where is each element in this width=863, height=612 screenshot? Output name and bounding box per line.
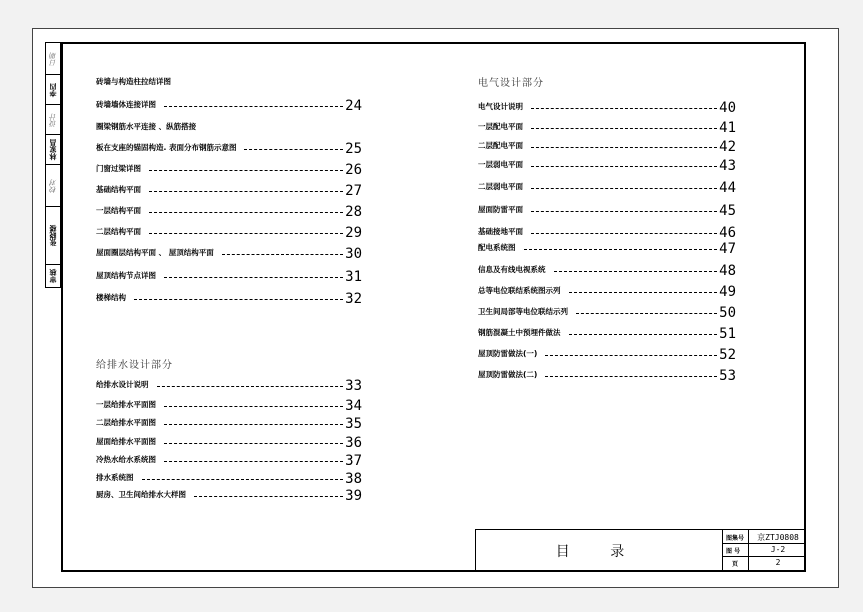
dot-leader [531,128,717,129]
index-entry [96,73,362,89]
entry-page-number: 39 [345,488,362,504]
entry-page-number: 42 [719,139,736,155]
entry-title: 砖墙墙体连接详图 [96,100,156,109]
atlas-number: 京ZTJ0808 [757,533,799,542]
dot-leader [531,166,717,167]
dot-leader [545,376,717,377]
entry-page-number: 31 [345,269,362,285]
index-entry [96,267,362,283]
entry-page-number: 40 [719,100,736,116]
entry-title: 排水系统图 [96,473,134,482]
sign-cell [46,135,60,165]
entry-page-number: 25 [345,141,362,157]
index-entry [478,137,736,153]
dot-leader [134,299,343,300]
index-title: 目 录 [555,543,643,560]
index-entry [96,244,362,260]
sign-text: 林家昌 [48,139,57,160]
title-block-divider [722,556,806,557]
index-entry [478,201,736,217]
dot-leader [531,108,717,109]
entry-page-number: 50 [719,305,736,321]
index-entry [96,139,362,155]
page-label: 页 [732,561,739,568]
entry-page-number: 29 [345,225,362,241]
index-entry [478,345,736,361]
index-entry [96,223,362,239]
section-title: 电气设计部分 [478,78,544,89]
sign-text: 校对 [48,178,57,193]
dot-leader [164,277,343,278]
dot-leader [157,386,343,387]
entry-title: 屋面给排水平面图 [96,437,156,446]
dot-leader [149,233,343,234]
entry-page-number: 48 [719,263,736,279]
index-entry [96,202,362,218]
sign-cell [46,43,60,75]
entry-title: 冷热水给水系统图 [96,455,156,464]
entry-title: 楼梯结构 [96,293,126,302]
index-entry [478,178,736,194]
dot-leader [531,233,717,234]
entry-page-number: 32 [345,291,362,307]
index-entry [478,98,736,114]
dot-leader [194,496,343,497]
entry-page-number: 30 [345,246,362,262]
entry-title: 基础结构平面 [96,185,141,194]
dot-leader [149,170,343,171]
title-block-divider [722,530,723,571]
sign-cell [46,105,60,135]
section-title: 给排水设计部分 [96,360,173,371]
sign-text: 日期 [48,51,57,66]
index-entry [478,303,736,319]
entry-title: 厨房、卫生间给排水大样图 [96,490,186,499]
dot-leader [524,249,717,250]
entry-title: 一层结构平面 [96,206,141,215]
entry-title: 一层弱电平面 [478,160,523,169]
index-entry [96,96,362,112]
dot-leader [531,211,717,212]
entry-title: 二层弱电平面 [478,182,523,191]
entry-page-number: 27 [345,183,362,199]
entry-title: 配电系统图 [478,243,516,252]
entry-page-number: 34 [345,398,362,414]
index-entry [478,366,736,382]
index-entry [478,223,736,239]
dot-leader [244,149,343,150]
title-block-divider [722,543,806,544]
page-number: 2 [775,558,781,567]
index-entry [96,118,362,134]
entry-page-number: 43 [719,158,736,174]
sign-cell [46,265,60,287]
entry-title: 屋顶结构节点详图 [96,271,156,280]
dot-leader [164,461,343,462]
dot-leader [222,254,343,255]
entry-page-number: 52 [719,347,736,363]
entry-title: 二层结构平面 [96,227,141,236]
entry-title: 基础接地平面 [478,227,523,236]
dot-leader [164,406,343,407]
dot-leader [545,355,717,356]
index-entry [96,396,362,412]
index-entry [478,324,736,340]
drawing-number: J-2 [770,545,786,554]
index-entry [96,289,362,305]
entry-page-number: 51 [719,326,736,342]
dot-leader [164,106,343,107]
entry-title: 圈梁钢筋水平连接 、纵筋搭接 [96,122,197,131]
entry-title: 总等电位联结系统图示列 [478,286,561,295]
entry-page-number: 24 [345,98,362,114]
entry-title: 屋面圈层结构平面 、 屋顶结构平面 [96,248,214,257]
dot-leader [531,147,717,148]
dot-leader [164,424,343,425]
entry-title: 屋面防雷平面 [478,205,523,214]
entry-page-number: 49 [719,284,736,300]
entry-title: 一层给排水平面图 [96,400,156,409]
dot-leader [149,212,343,213]
index-entry [96,486,362,502]
entry-page-number: 26 [345,162,362,178]
dot-leader [164,443,343,444]
entry-title: 门窗过梁详图 [96,164,141,173]
entry-title: 钢筋混凝土中预埋件做法 [478,328,561,337]
dot-leader [142,479,343,480]
entry-page-number: 44 [719,180,736,196]
drawing-label: 图 号 [726,548,741,555]
entry-title: 信息及有线电视系统 [478,265,546,274]
index-entry [96,414,362,430]
index-entry [96,451,362,467]
entry-title: 一层配电平面 [478,122,523,131]
title-block [475,529,806,572]
entry-title: 电气设计说明 [478,102,523,111]
entry-title: 屋顶防雷做法(二) [478,370,538,379]
dot-leader [569,292,717,293]
dot-leader [569,334,717,335]
index-entry [96,160,362,176]
sign-text: 审核 [48,269,57,283]
index-entry [96,376,362,392]
entry-title: 二层配电平面 [478,141,523,150]
entry-title: 卫生间局部等电位联结示列 [478,307,568,316]
entry-page-number: 33 [345,378,362,394]
entry-title: 屋顶防雷做法(一) [478,349,538,358]
entry-page-number: 46 [719,225,736,241]
title-block-divider [748,530,749,571]
entry-page-number: 47 [719,241,736,257]
sign-text: 设计 [48,112,57,127]
dot-leader [554,271,717,272]
entry-title: 二层给排水平面图 [96,418,156,427]
entry-page-number: 37 [345,453,362,469]
sign-text: 李四 [48,82,57,97]
entry-page-number: 45 [719,203,736,219]
index-entry [478,261,736,277]
sign-cell [46,207,60,265]
signature-strip [45,42,61,288]
sign-text: 张晓楼 [48,225,57,246]
dot-leader [531,188,717,189]
entry-page-number: 53 [719,368,736,384]
index-entry [478,118,736,134]
atlas-label: 图集号 [726,535,745,542]
dot-leader [576,313,717,314]
sign-cell [46,75,60,105]
index-entry [478,239,736,255]
sign-cell [46,165,60,207]
index-entry [96,433,362,449]
index-entry [96,181,362,197]
entry-title: 给排水设计说明 [96,380,149,389]
entry-page-number: 38 [345,471,362,487]
entry-title: 砖墙与构造柱拉结详图 [96,77,171,86]
index-entry [96,469,362,485]
entry-page-number: 41 [719,120,736,136]
entry-title: 板在支座的锚固构造. 表面分布钢筋示意图 [96,143,237,152]
entry-page-number: 35 [345,416,362,432]
dot-leader [149,191,343,192]
entry-page-number: 36 [345,435,362,451]
index-entry [478,156,736,172]
index-entry [478,282,736,298]
entry-page-number: 28 [345,204,362,220]
